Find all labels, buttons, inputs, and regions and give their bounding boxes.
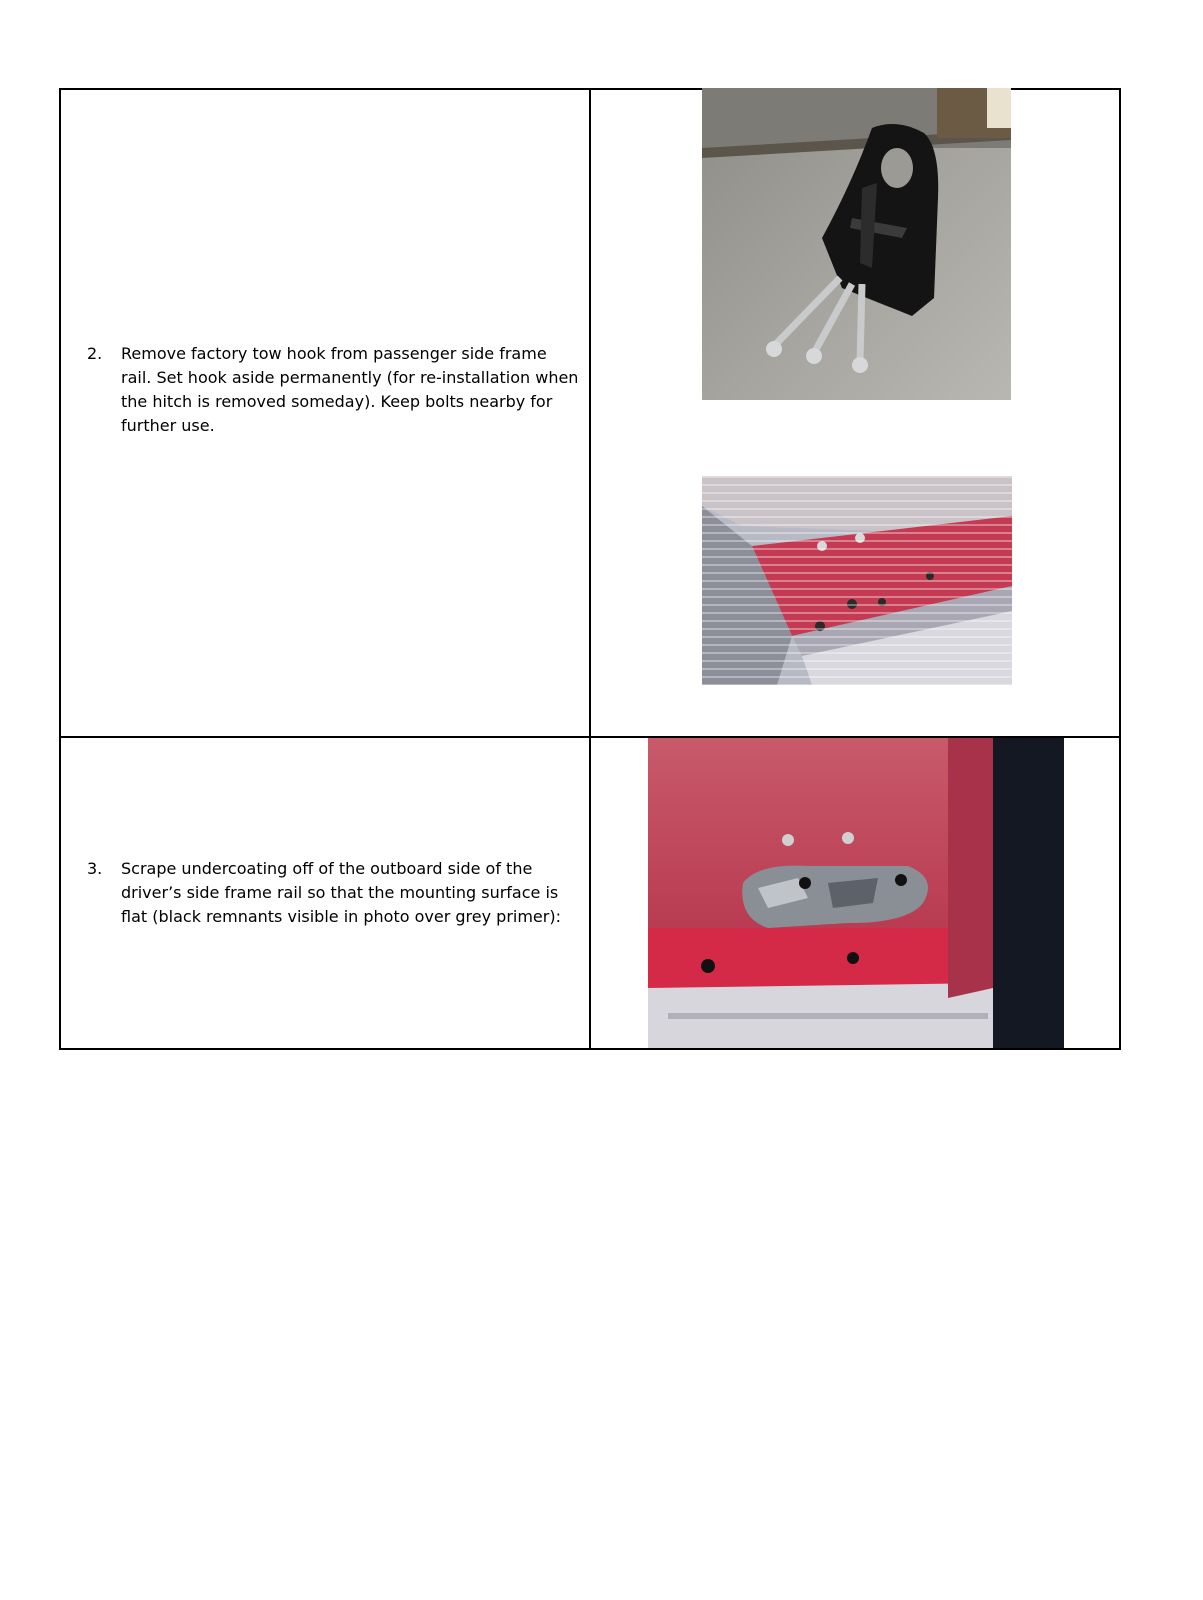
step-number: 3. [87,859,103,878]
step-instruction: Scrape undercoating off of the outboard side of the driver’s side frame rail so that the mounting surface is flat (black remnants visible in photo over grey primer): [121,859,561,926]
table-column-divider [589,88,591,1050]
table-border-left [59,88,61,1050]
step-instruction: Remove factory tow hook from passenger side frame rail. Set hook aside permanently (for re-installation when the hitch is removed someday). Keep bolts nearby for further use. [121,344,579,435]
driver-frame-rail-scraped-photo [648,738,1064,1048]
tow-hook-with-bolts-photo [702,88,1011,400]
step-number: 2. [87,344,103,363]
table-border-right [1119,88,1121,1050]
instruction-table [59,88,1121,1050]
passenger-frame-rail-photo [702,476,1012,685]
